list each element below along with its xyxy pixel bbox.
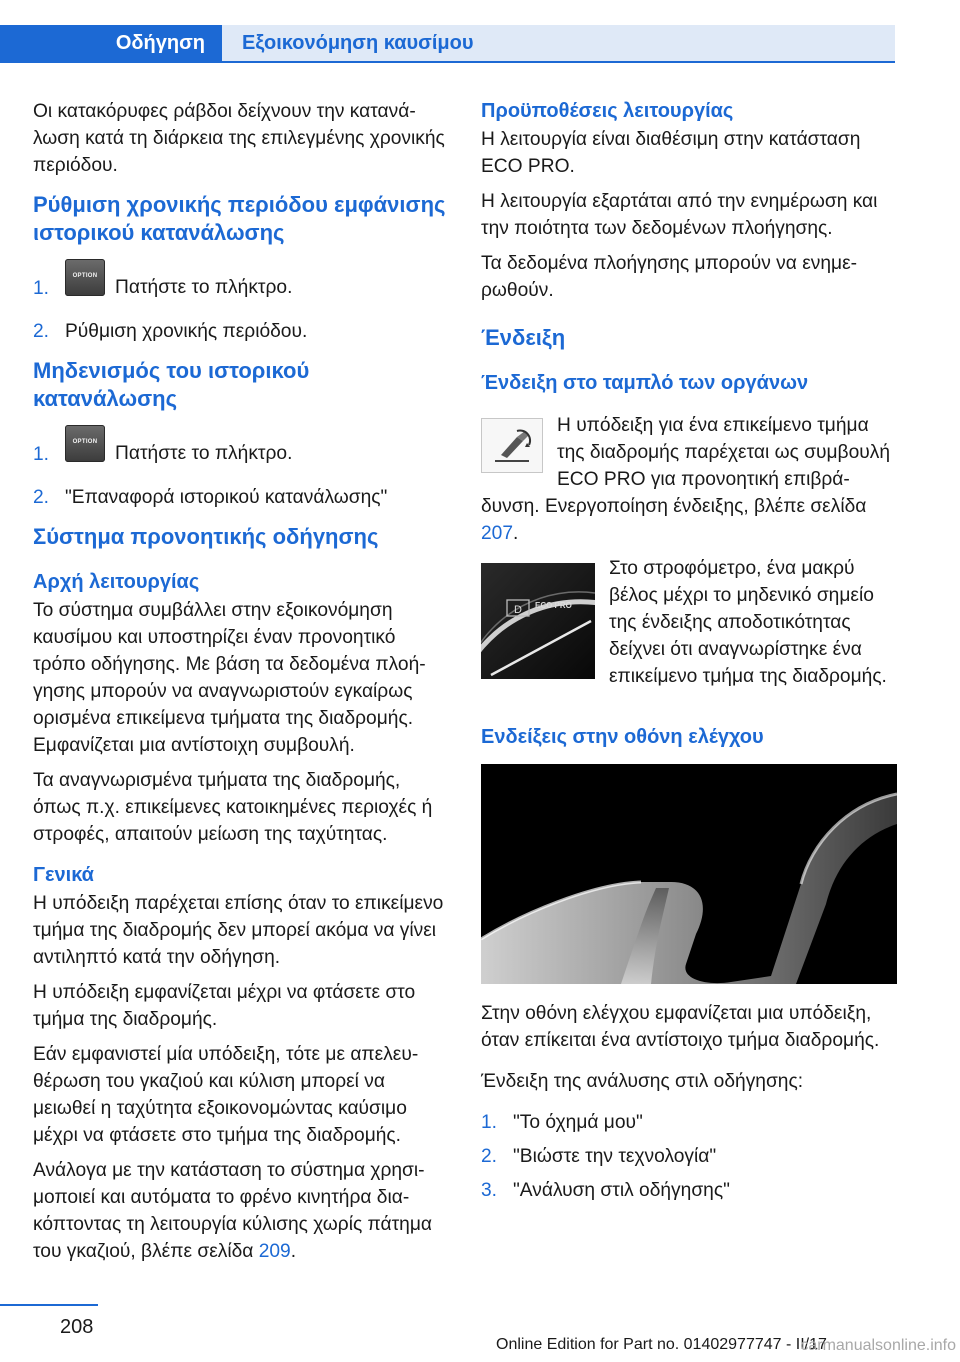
watermark: carmanualsonline.info [800, 1337, 956, 1354]
heading-display: Ένδειξη [481, 325, 566, 350]
heading-reset-history: Μηδενισμός του ιστορικού κατανάλωσης [33, 358, 310, 411]
step-text: Πατήστε το πλήκτρο. [115, 443, 293, 464]
prereq-paragraph-1: Η λειτουργία είναι διαθέσιμη στην κατάσταση ECO PRO. [481, 129, 861, 177]
option-button-label: OPTION [72, 439, 98, 446]
gear-indicator: D [514, 604, 522, 616]
heading-control-display: Ενδείξεις στην οθόνη ελέγχου [481, 726, 764, 748]
general-paragraph-2: Η υπόδειξη εμφανίζεται μέχρι να φτάσετε στο τμήμα της διαδρομής. [33, 982, 416, 1030]
screen-paragraph-2: Ένδειξη της ανάλυσης στιλ οδήγησης: [481, 1071, 804, 1092]
intro-paragraph: Οι κατακόρυφες ράβδοι δείχνουν την κατανάλωση κατά τη διάρκεια της επιλεγμένης χρονικής περιόδου. [33, 101, 445, 176]
page-link-209[interactable]: 209 [258, 1241, 291, 1262]
step-text: "Ανάλυση στιλ οδήγησης" [513, 1180, 730, 1201]
style-steps-list [481, 1109, 897, 1204]
heading-predictive-system: Σύστημα προνοητικής οδήγησης [33, 524, 379, 549]
option-button-icon [65, 259, 105, 296]
general-p4-text: Ανάλογα με την κατάσταση το σύστημα χρησιμοποιεί και αυτόματα το φρένο κινητήρα διακόπτοντας τη λειτουργία κύλισης χωρίς πάτημα του γκαζιού, βλέπε σελίδα [33, 1160, 432, 1262]
left-column [33, 98, 449, 1273]
header-rule [0, 61, 895, 63]
list-item [481, 1109, 897, 1136]
list-item [481, 1177, 897, 1204]
page-link-207[interactable]: 207 [481, 523, 514, 544]
time-steps-list [33, 265, 449, 345]
cluster-paragraph-2: Στο στροφόμετρο, ένα μακρύ βέλος μέχρι το μηδενικό σημείο της ένδειξης αποδοτικότητας δείχνει ότι αναγνωρίστηκε ένα επικείμενο τμήμα της διαδρομής. [609, 558, 887, 687]
step-number: 2. [33, 487, 50, 508]
cluster-paragraph-1 [481, 412, 897, 547]
step-number: 1. [33, 444, 50, 465]
heading-time-period: Ρύθμιση χρονικής περιόδου εμφάνισης ιστορικού κατανάλωσης [33, 192, 446, 245]
principle-paragraph-1: Το σύστημα συμβάλλει στην εξοικονόμηση καυσίμου και υποστηρίζει έναν προνοητικό τρόπο οδήγησης. Με βάση τα δεδομένα πλοήγησης μπορούν να αναγνωριστούν εγκαίρως ορισμένα επικείμενα τμήματα της διαδρομής. Εμφανίζεται μια αντίστοιχη συμβουλή. [33, 600, 426, 756]
step-number: 1. [481, 1112, 498, 1133]
step-text: "Βιώστε την τεχνολογία" [513, 1146, 717, 1167]
reset-steps-list [33, 431, 449, 511]
step-number: 3. [481, 1180, 498, 1201]
eco-pro-label: ECO PRO [535, 601, 572, 610]
heading-general: Γενικά [33, 864, 94, 886]
road-graphic [481, 764, 897, 984]
step-text: "Επαναφορά ιστορικού κατανάλωσης" [65, 487, 388, 508]
list-item [33, 484, 449, 511]
heading-prerequisites: Προϋποθέσεις λειτουργίας [481, 100, 734, 122]
tachometer-image [481, 563, 595, 679]
step-text: Ρύθμιση χρονικής περιόδου. [65, 321, 308, 342]
footer-rule [0, 1304, 98, 1306]
cluster-p1-end: . [513, 523, 519, 544]
foot-off-pedal-icon [487, 425, 537, 467]
heading-cluster-display: Ένδειξη στο ταμπλό των οργάνων [481, 372, 809, 394]
page-header [0, 0, 960, 62]
tachometer-graphic [481, 563, 595, 679]
prereq-paragraph-2: Η λειτουργία εξαρτάται από την ενημέρωση και την ποιότητα των δεδομένων πλοήγησης. [481, 191, 878, 239]
list-item [33, 431, 449, 477]
general-p4-end: . [290, 1241, 297, 1262]
list-item [33, 318, 449, 345]
step-text: "Το όχημά μου" [513, 1112, 643, 1133]
prereq-paragraph-3: Τα δεδομένα πλοήγησης μπορούν να ενημερωθούν. [481, 253, 858, 301]
principle-paragraph-2: Τα αναγνωρισμένα τμήματα της διαδρομής, όπως π.χ. επικείμενες κατοικημένες περιοχές ή στροφές, απαιτούν μείωση της ταχύτητας. [33, 770, 433, 845]
step-text: Πατήστε το πλήκτρο. [115, 277, 293, 298]
general-paragraph-1: Η υπόδειξη παρέχεται επίσης όταν το επικείμενο τμήμα της διαδρομής δεν μπορεί ακόμα να γίνει αντιληπτό κατά την οδήγηση. [33, 893, 444, 968]
option-button-label: OPTION [72, 273, 98, 280]
step-number: 1. [33, 278, 50, 299]
general-paragraph-4 [33, 1157, 449, 1265]
step-number: 2. [481, 1146, 498, 1167]
step-number: 2. [33, 321, 50, 342]
cluster-p1-text: Η υπόδειξη για ένα επικείμενο τμήμα της διαδρομής παρέχεται ως συμβουλή ECO PRO για προνοητική επιβράδυνση. Ενεργοποίηση ένδειξης, βλέπε σελίδα [481, 415, 890, 517]
list-item [33, 265, 449, 311]
heading-principle: Αρχή λειτουργίας [33, 571, 200, 593]
general-paragraph-3: Εάν εμφανιστεί μία υπόδειξη, τότε με απελευθέρωση του γκαζιού και κύλιση μπορεί να μειωθεί η ταχύτητα εξοικονομώντας καύσιμο μέχρι να φτάσετε στο τμήμα της διαδρομής. [33, 1044, 419, 1146]
page-number: 208 [60, 1316, 94, 1338]
section-tab: Οδήγηση [0, 25, 222, 62]
list-item [481, 1143, 897, 1170]
eco-pro-tip-icon [481, 418, 543, 473]
control-display-road-image [481, 764, 897, 984]
option-button-icon [65, 425, 105, 462]
edition-label: Online Edition for Part no. 01402977747 - II/17 [496, 1336, 827, 1353]
screen-paragraph-1: Στην οθόνη ελέγχου εμφανίζεται μια υπόδειξη, όταν επίκειται ένα αντίστοιχο τμήμα διαδρομής. [481, 1003, 880, 1051]
right-column [481, 98, 897, 1216]
chapter-tab: Εξοικονόμηση καυσίμου [222, 25, 895, 62]
